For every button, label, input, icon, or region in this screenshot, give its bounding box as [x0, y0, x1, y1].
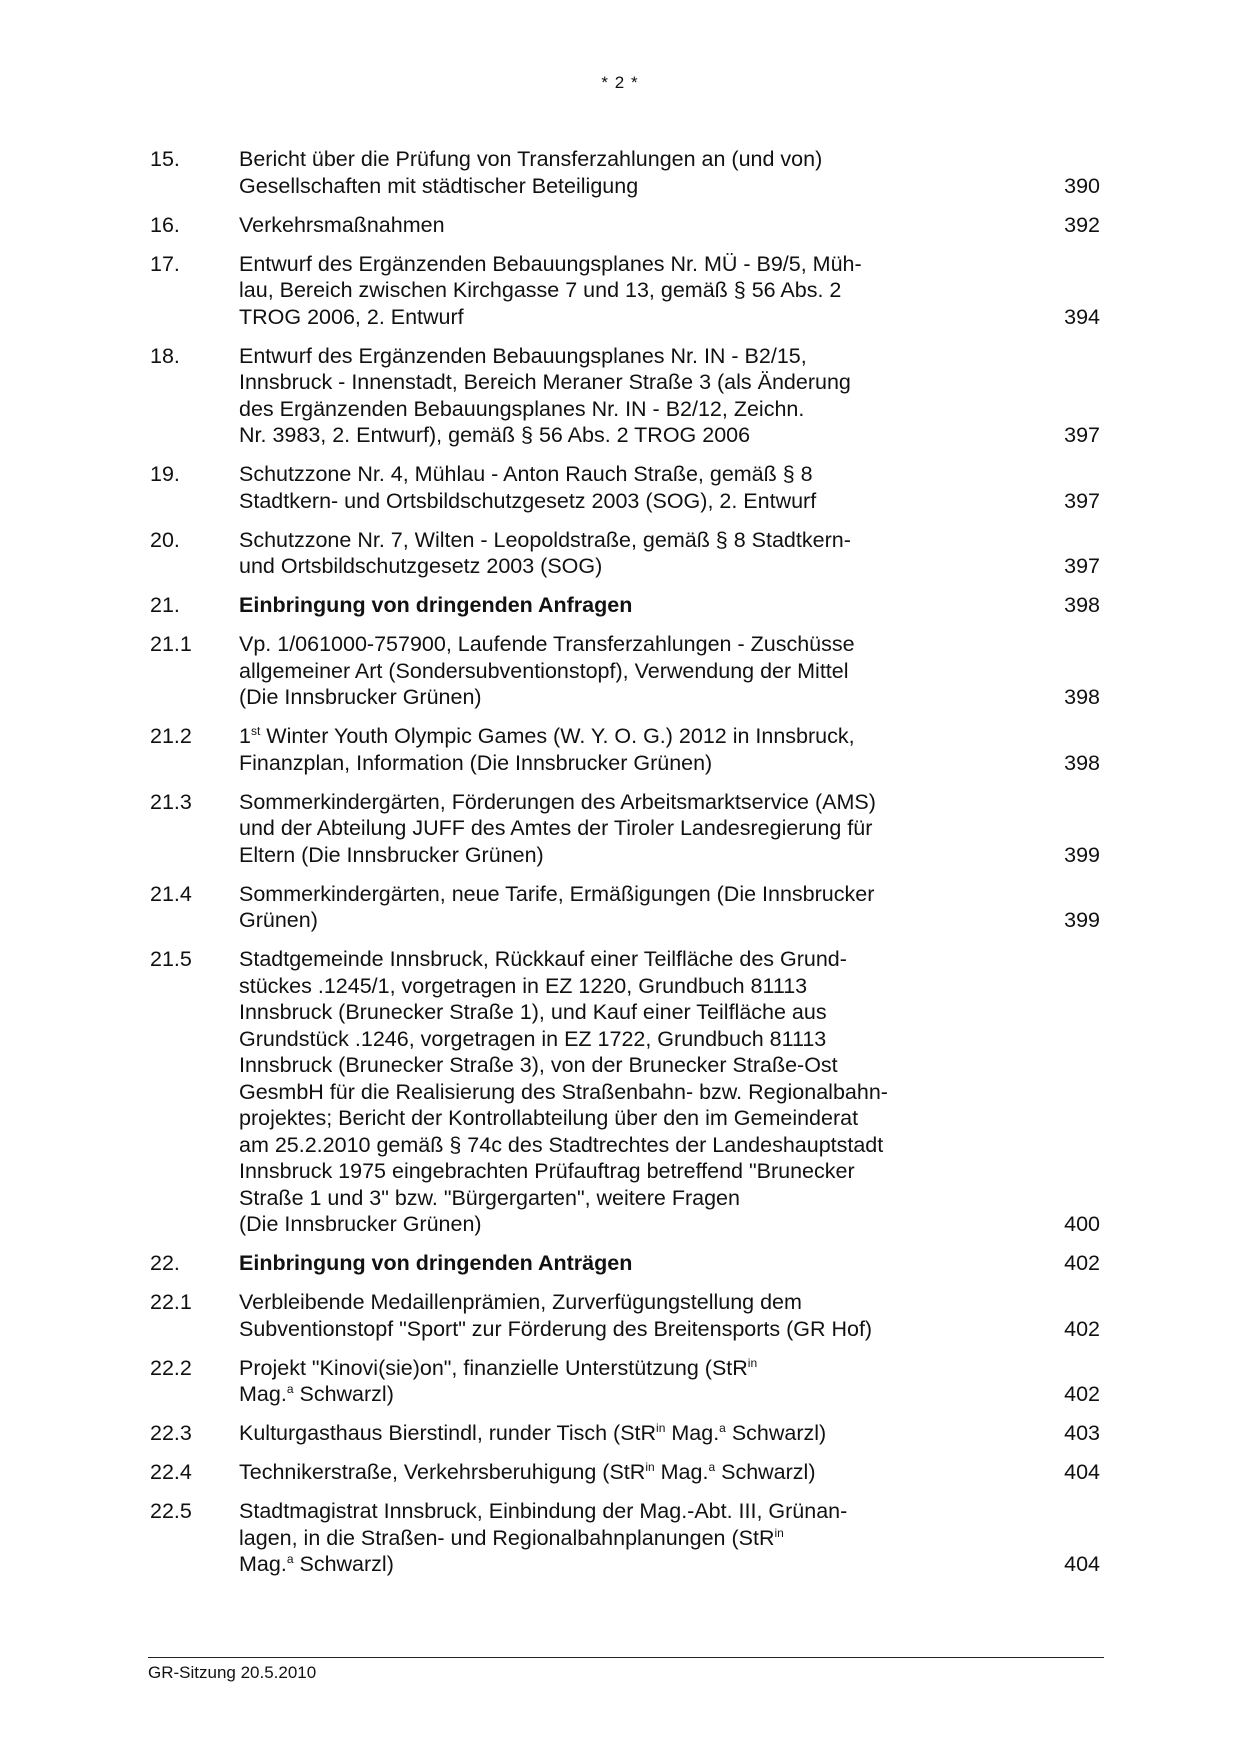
toc-entry-number: 19.: [150, 462, 180, 486]
toc-entry-title-line: [239, 1158, 1020, 1185]
toc-entry-title-line: [239, 1420, 1020, 1447]
title-text: TROG 2006, 2. Entwurf: [239, 304, 464, 329]
toc-entry: [150, 1498, 1100, 1578]
toc-entry: [150, 527, 1100, 580]
footer-session-date: GR-Sitzung 20.5.2010: [148, 1663, 317, 1682]
title-text: allgemeiner Art (Sondersubventionstopf), Verwendung der Mittel: [239, 658, 849, 683]
title-text: Schutzzone Nr. 7, Wilten - Leopoldstraße, gemäß § 8 Stadtkern-: [239, 527, 851, 552]
title-text: (Die Innsbrucker Grünen): [239, 685, 482, 709]
toc-entry-title-line: [239, 1079, 1020, 1106]
toc-entry-title-line: [239, 422, 1020, 449]
title-text: Mag.: [239, 1382, 287, 1406]
toc-entry-title-line: [239, 1498, 1020, 1525]
toc-entry-title-line: [239, 553, 1020, 580]
toc-entry-number: 22.2: [150, 1355, 192, 1380]
toc-entry-title-line: [239, 1316, 1020, 1343]
title-text: Sommerkindergärten, Förderungen des Arbeitsmarktservice (AMS): [239, 789, 876, 814]
title-text: Innsbruck (Brunecker Straße 3), von der Brunecker Straße-Ost: [239, 1053, 838, 1077]
toc-entry: [150, 789, 1100, 869]
toc-entry-title-line: [239, 304, 1020, 331]
toc-entry-number: 21.5: [150, 947, 192, 971]
title-text: Schwarzl): [293, 1382, 394, 1406]
toc-entry-title: [239, 789, 1040, 869]
toc-entry-number: 16.: [150, 212, 180, 237]
superscript: in: [774, 1525, 784, 1540]
title-text: Winter Youth Olympic Games (W. Y. O. G.) 2012 in Innsbruck,: [260, 724, 855, 748]
title-text: Grünen): [239, 908, 318, 932]
title-text: Mag.: [239, 1552, 287, 1576]
toc-entry: [150, 461, 1100, 514]
title-text: Subventionstopf "Sport" zur Förderung des Breitensports (GR Hof): [239, 1316, 873, 1341]
toc-entry-title-line: [239, 146, 1020, 173]
toc-entry-title-line: [239, 396, 1020, 423]
toc-entry-title-line: [239, 1250, 1020, 1277]
toc-entry-page: 402: [1064, 1382, 1100, 1406]
toc-entry: [150, 146, 1100, 199]
toc-entry-page: 399: [1064, 842, 1100, 867]
toc-entry-title-line: [239, 369, 1020, 396]
toc-entry-title-line: [239, 1185, 1020, 1212]
title-text: Gesellschaften mit städtischer Beteiligung: [239, 173, 639, 198]
title-text: Schwarzl): [725, 1421, 827, 1445]
title-text: Schwarzl): [715, 1460, 816, 1484]
toc-entry-title: [239, 461, 1040, 514]
title-text: Schwarzl): [293, 1552, 394, 1576]
title-text: Verkehrsmaßnahmen: [239, 212, 445, 237]
toc-entry-title: [239, 881, 1040, 934]
toc-entry-title-line: [239, 973, 1020, 1000]
title-text: Finanzplan, Information (Die Innsbrucker Grünen): [239, 750, 713, 775]
toc-entry-title: [239, 1498, 1040, 1578]
title-text: Innsbruck - Innenstadt, Bereich Meraner Straße 3 (als Änderung: [239, 370, 851, 394]
toc-entry-number: 22.5: [150, 1499, 192, 1523]
toc-entry-title: [239, 146, 1040, 199]
toc-entry-title-line: [239, 251, 1020, 278]
title-text: Nr. 3983, 2. Entwurf), gemäß § 56 Abs. 2 TROG 2006: [239, 423, 751, 447]
toc-entry: [150, 723, 1100, 776]
title-text: Straße 1 und 3" bzw. "Bürgergarten", weitere Fragen: [239, 1185, 740, 1210]
toc-entry-number: 21.2: [150, 724, 192, 748]
title-text: Vp. 1/061000-757900, Laufende Transferzahlungen - Zuschüsse: [239, 632, 855, 656]
title-text: und der Abteilung JUFF des Amtes der Tiroler Landesregierung für: [239, 816, 873, 840]
toc-entry-title: [239, 251, 1040, 331]
toc-entry-page: 390: [1064, 173, 1100, 198]
toc-entry-title-line: [239, 173, 1020, 200]
toc-entry-title-line: [239, 592, 1020, 619]
toc-entry: [150, 1420, 1100, 1447]
title-text: Innsbruck (Brunecker Straße 1), und Kauf einer Teilfläche aus: [239, 1000, 827, 1024]
toc-entry-number: 22.: [150, 1251, 180, 1275]
toc-entry-page: 404: [1064, 1552, 1100, 1576]
title-text: Mag.: [665, 1421, 720, 1445]
superscript: a: [708, 1460, 716, 1474]
superscript: a: [286, 1382, 294, 1396]
toc-entry-page: 398: [1064, 750, 1100, 775]
toc-entry-page: 394: [1064, 304, 1100, 329]
toc-entry-title-line: [239, 1459, 1020, 1486]
toc-entry-number: 20.: [150, 527, 180, 552]
title-text: Projekt "Kinovi(sie)on", finanzielle Unterstützung (StR: [239, 1355, 748, 1380]
toc-entry-title: [239, 1420, 1040, 1447]
toc-entry-page: 404: [1064, 1460, 1100, 1484]
toc-entry-title-line: [239, 1289, 1020, 1316]
toc-entry-title-line: [239, 1551, 1020, 1578]
title-text: Entwurf des Ergänzenden Bebauungsplanes Nr. IN - B2/15,: [239, 343, 807, 368]
toc-entry: [150, 1459, 1100, 1486]
table-of-contents: [150, 146, 1100, 1590]
toc-entry: [150, 1355, 1100, 1408]
toc-entry-title-line: [239, 1525, 1020, 1552]
toc-entry-page: 398: [1064, 593, 1100, 617]
toc-entry-title-line: [239, 750, 1020, 777]
title-text: Einbringung von dringenden Anfragen: [239, 593, 633, 617]
page-number: * 2 *: [601, 73, 639, 92]
toc-entry-title: [239, 631, 1040, 711]
toc-entry-page: 402: [1064, 1316, 1100, 1341]
toc-entry: [150, 631, 1100, 711]
toc-entry: [150, 1250, 1100, 1277]
title-text: Bericht über die Prüfung von Transferzahlungen an (und von): [239, 147, 823, 171]
toc-entry-number: 21.: [150, 593, 180, 617]
toc-entry-title-line: [239, 881, 1020, 908]
toc-entry: [150, 946, 1100, 1238]
toc-entry-title: [239, 1459, 1040, 1486]
title-text: des Ergänzenden Bebauungsplanes Nr. IN - B2/12, Zeichn.: [239, 396, 805, 421]
toc-entry-title-line: [239, 488, 1020, 515]
superscript: a: [719, 1421, 726, 1435]
toc-entry: [150, 592, 1100, 619]
toc-entry-title-line: [239, 789, 1020, 816]
title-text: Schutzzone Nr. 4, Mühlau - Anton Rauch Straße, gemäß § 8: [239, 462, 813, 486]
toc-entry-number: 15.: [150, 147, 180, 171]
toc-entry-title-line: [239, 684, 1020, 711]
toc-entry-number: 17.: [150, 251, 180, 276]
toc-entry-title-line: [239, 212, 1020, 239]
title-text: Verbleibende Medaillenprämien, Zurverfügungstellung dem: [239, 1290, 802, 1314]
title-text: GesmbH für die Realisierung des Straßenbahn- bzw. Regionalbahn-: [239, 1079, 888, 1104]
toc-entry-page: 392: [1064, 212, 1100, 237]
toc-entry-title-line: [239, 658, 1020, 685]
toc-entry-title-line: [239, 1026, 1020, 1053]
title-text: am 25.2.2010 gemäß § 74c des Stadtrechtes der Landeshauptstadt: [239, 1132, 884, 1157]
toc-entry-title-line: [239, 946, 1020, 973]
title-text: stückes .1245/1, vorgetragen in EZ 1220, Grundbuch 81113: [239, 973, 808, 998]
toc-entry-number: 21.3: [150, 789, 192, 814]
title-text: 1: [239, 724, 251, 748]
toc-entry-page: 397: [1064, 488, 1100, 513]
toc-entry-number: 21.1: [150, 632, 192, 656]
title-text: und Ortsbildschutzgesetz 2003 (SOG): [239, 554, 603, 578]
title-text: Stadtgemeinde Innsbruck, Rückkauf einer Teilfläche des Grund-: [239, 947, 847, 971]
toc-entry-title-line: [239, 907, 1020, 934]
toc-entry: [150, 1289, 1100, 1342]
toc-entry: [150, 343, 1100, 449]
toc-entry-number: 18.: [150, 343, 180, 368]
title-text: Eltern (Die Innsbrucker Grünen): [239, 842, 544, 867]
toc-entry-number: 22.3: [150, 1421, 192, 1445]
footer-divider: [148, 1657, 1104, 1658]
superscript: in: [747, 1355, 758, 1370]
toc-entry-title: [239, 592, 1040, 619]
title-text: Stadtkern- und Ortsbildschutzgesetz 2003 (SOG), 2. Entwurf: [239, 488, 817, 513]
title-text: Sommerkindergärten, neue Tarife, Ermäßigungen (Die Innsbrucker: [239, 881, 875, 906]
toc-entry-page: 402: [1064, 1251, 1100, 1275]
title-text: Kulturgasthaus Bierstindl, runder Tisch (StR: [239, 1421, 657, 1445]
toc-entry-title-line: [239, 1132, 1020, 1159]
toc-entry-page: 400: [1064, 1212, 1100, 1236]
toc-entry-title: [239, 723, 1040, 776]
toc-entry-title-line: [239, 1105, 1020, 1132]
superscript: in: [645, 1460, 655, 1474]
title-text: Einbringung von dringenden Anträgen: [239, 1251, 633, 1275]
toc-entry-title-line: [239, 815, 1020, 842]
toc-entry-title: [239, 527, 1040, 580]
toc-entry-title: [239, 946, 1040, 1238]
toc-entry: [150, 251, 1100, 331]
superscript: a: [286, 1552, 294, 1566]
title-text: lagen, in die Straßen- und Regionalbahnplanungen (StR: [239, 1525, 775, 1550]
title-text: Stadtmagistrat Innsbruck, Einbindung der Mag.-Abt. III, Grünan-: [239, 1499, 848, 1523]
toc-entry-page: 398: [1064, 685, 1100, 709]
toc-entry-title-line: [239, 723, 1020, 750]
toc-entry-title-line: [239, 1052, 1020, 1079]
toc-entry-page: 403: [1064, 1421, 1100, 1445]
toc-entry: [150, 881, 1100, 934]
toc-entry-title: [239, 343, 1040, 449]
toc-entry-number: 21.4: [150, 881, 192, 906]
superscript: st: [250, 724, 261, 738]
toc-entry-title-line: [239, 461, 1020, 488]
title-text: projektes; Bericht der Kontrollabteilung über den im Gemeinderat: [239, 1106, 859, 1130]
toc-entry-title-line: [239, 1381, 1020, 1408]
toc-entry-title-line: [239, 527, 1020, 554]
toc-entry: [150, 212, 1100, 239]
superscript: in: [656, 1421, 666, 1435]
toc-entry-title-line: [239, 343, 1020, 370]
toc-entry-title-line: [239, 842, 1020, 869]
toc-entry-number: 22.4: [150, 1460, 192, 1484]
title-text: (Die Innsbrucker Grünen): [239, 1212, 482, 1236]
toc-entry-title-line: [239, 999, 1020, 1026]
toc-entry-title-line: [239, 1355, 1020, 1382]
toc-entry-title: [239, 1289, 1040, 1342]
title-text: Entwurf des Ergänzenden Bebauungsplanes Nr. MÜ - B9/5, Müh-: [239, 251, 862, 276]
toc-entry-page: 399: [1064, 908, 1100, 932]
toc-entry-title-line: [239, 277, 1020, 304]
title-text: Technikerstraße, Verkehrsberuhigung (StR: [239, 1460, 646, 1484]
title-text: lau, Bereich zwischen Kirchgasse 7 und 13, gemäß § 56 Abs. 2: [239, 278, 842, 302]
toc-entry-title: [239, 1355, 1040, 1408]
toc-entry-title: [239, 1250, 1040, 1277]
toc-entry-title-line: [239, 631, 1020, 658]
toc-entry-page: 397: [1064, 423, 1100, 447]
toc-entry-title: [239, 212, 1040, 239]
toc-entry-page: 397: [1064, 554, 1100, 578]
title-text: Innsbruck 1975 eingebrachten Prüfauftrag betreffend "Brunecker: [239, 1159, 855, 1183]
title-text: Mag.: [654, 1460, 709, 1484]
toc-entry-title-line: [239, 1211, 1020, 1238]
title-text: Grundstück .1246, vorgetragen in EZ 1722, Grundbuch 81113: [239, 1026, 827, 1051]
toc-entry-number: 22.1: [150, 1290, 192, 1314]
